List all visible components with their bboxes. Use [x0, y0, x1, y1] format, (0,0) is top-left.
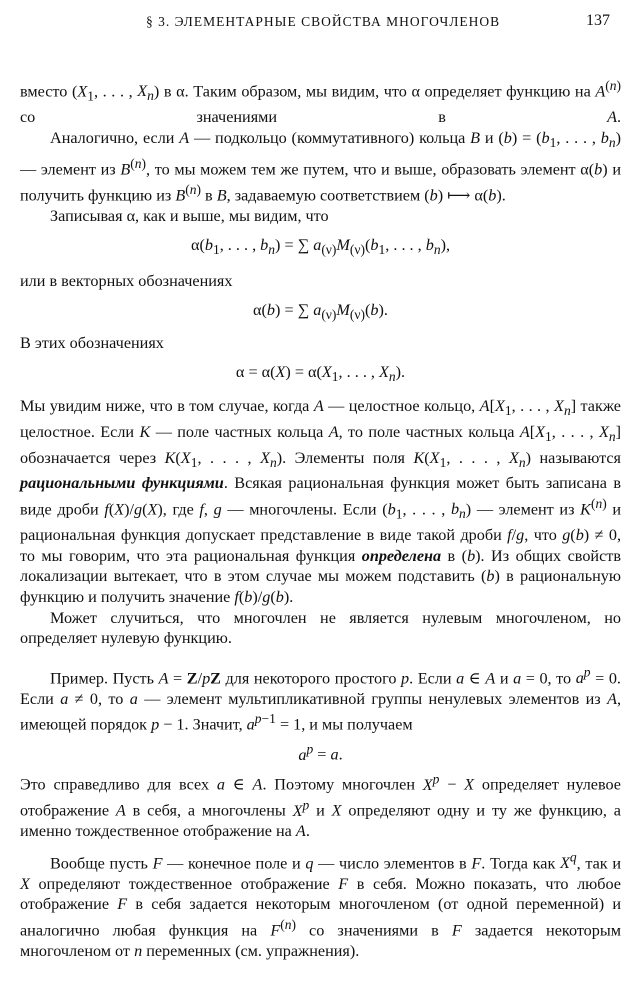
equation: $a^p = a$. [298, 741, 343, 764]
paragraph: Аналогично, если A — подкольцо (коммутативного) кольца B и $(b) = (b_1$, . . . , $b_n$) — элемент из $B^{(n)}$, то мы можем тем же путем, что и выше, образовать элемент α(b) и получить функцию из $B^{(n)}$ в B, задаваемую соответствием (b) ⟼ α(b). [20, 128, 621, 205]
equation: $\alpha = \alpha(X) = \alpha(X_1$, . . . , $X_n$). [235, 363, 406, 385]
equation: α(b) = ∑ $a_{(\nu)}M_{(\nu)}(b)$. [253, 300, 388, 322]
paragraph: Это справедливо для всех a ∈ A. Поэтому многочлен $X^p - X$ определяет нулевое отображение A в себя, а многочлены $X^p$ и X определяют одну и ту же функцию, а именно тождественное отображение на A. [20, 771, 621, 841]
running-header [0, 12, 632, 36]
paragraph: Вообще пусть F — конечное поле и q — число элементов в F. Тогда как $X^q$, так и X определяют тождественное отображение F в себя. Можно показать, что любое отображение F в себя задается некоторым многочленом (от одной переменной) и аналогично любая функция на $F^{(n)}$ со значениями в F задается некоторым многочленом от n переменных (см. упражнения). [20, 849, 622, 960]
page-number: 137 [586, 12, 610, 29]
paragraph: или в векторных обозначениях [20, 272, 233, 291]
paragraph: Мы увидим ниже, что в том случае, когда A — целостное кольцо, $A[X_1$, . . . , $X_n$] также целостное. Если K — поле частных кольца A, то поле частных кольца $A[X_1$, . . . , $X_n$] обозначается через $K(X_1$, . . . , $X_n$). Элементы поля $K(X_1$, . . . , $X_n$) называются рациональными функциями. Всякая рациональная функция может быть записана в виде дроби f(X)/g(X), где f, g — многочлены. Если ($b_1$, . . . , $b_n$) — элемент из $K^{(n)}$ и рациональная функция допускает представление в виде такой дроби f/g, что g(b) ≠ 0, то мы говорим, что эта рациональная функция определена в (b). Из общих свойств локализации вытекает, что в этом случае мы можем подставить (b) в рациональную функцию и получить значение f(b)/g(b). [20, 396, 622, 606]
paragraph: Записывая α, как и выше, мы видим, что [50, 206, 329, 225]
paragraph: вместо ($X_1$, . . . , $X_n$) в α. Таким образом, мы видим, что α определяет функцию на $A^{(n)}$ со значениями в A. [20, 78, 622, 127]
page-body [20, 76, 621, 962]
paragraph: Может случиться, что многочлен не является нулевым многочленом, но определяет нулевую функцию. [20, 608, 621, 648]
equation: $\alpha(b_1$, . . . , $b_n$) = ∑ $a_{(\nu)}M_{(\nu)}(b_1$, . . . , $b_n$), [190, 236, 450, 258]
paragraph: В этих обозначениях [20, 334, 164, 353]
chapter-title: § 3. ЭЛЕМЕНТАРНЫЕ СВОЙСТВА МНОГОЧЛЕНОВ [146, 14, 501, 29]
example-paragraph: Пример. Пусть A = Z/pZ для некоторого простого p. Если a ∈ A и a = 0, то $a^p = 0$. Если a ≠ 0, то a — элемент мультипликативной группы ненулевых элементов из A, имеющей порядок p − 1. Значит, $a^{p-1} = 1$, и мы получаем [20, 664, 621, 734]
